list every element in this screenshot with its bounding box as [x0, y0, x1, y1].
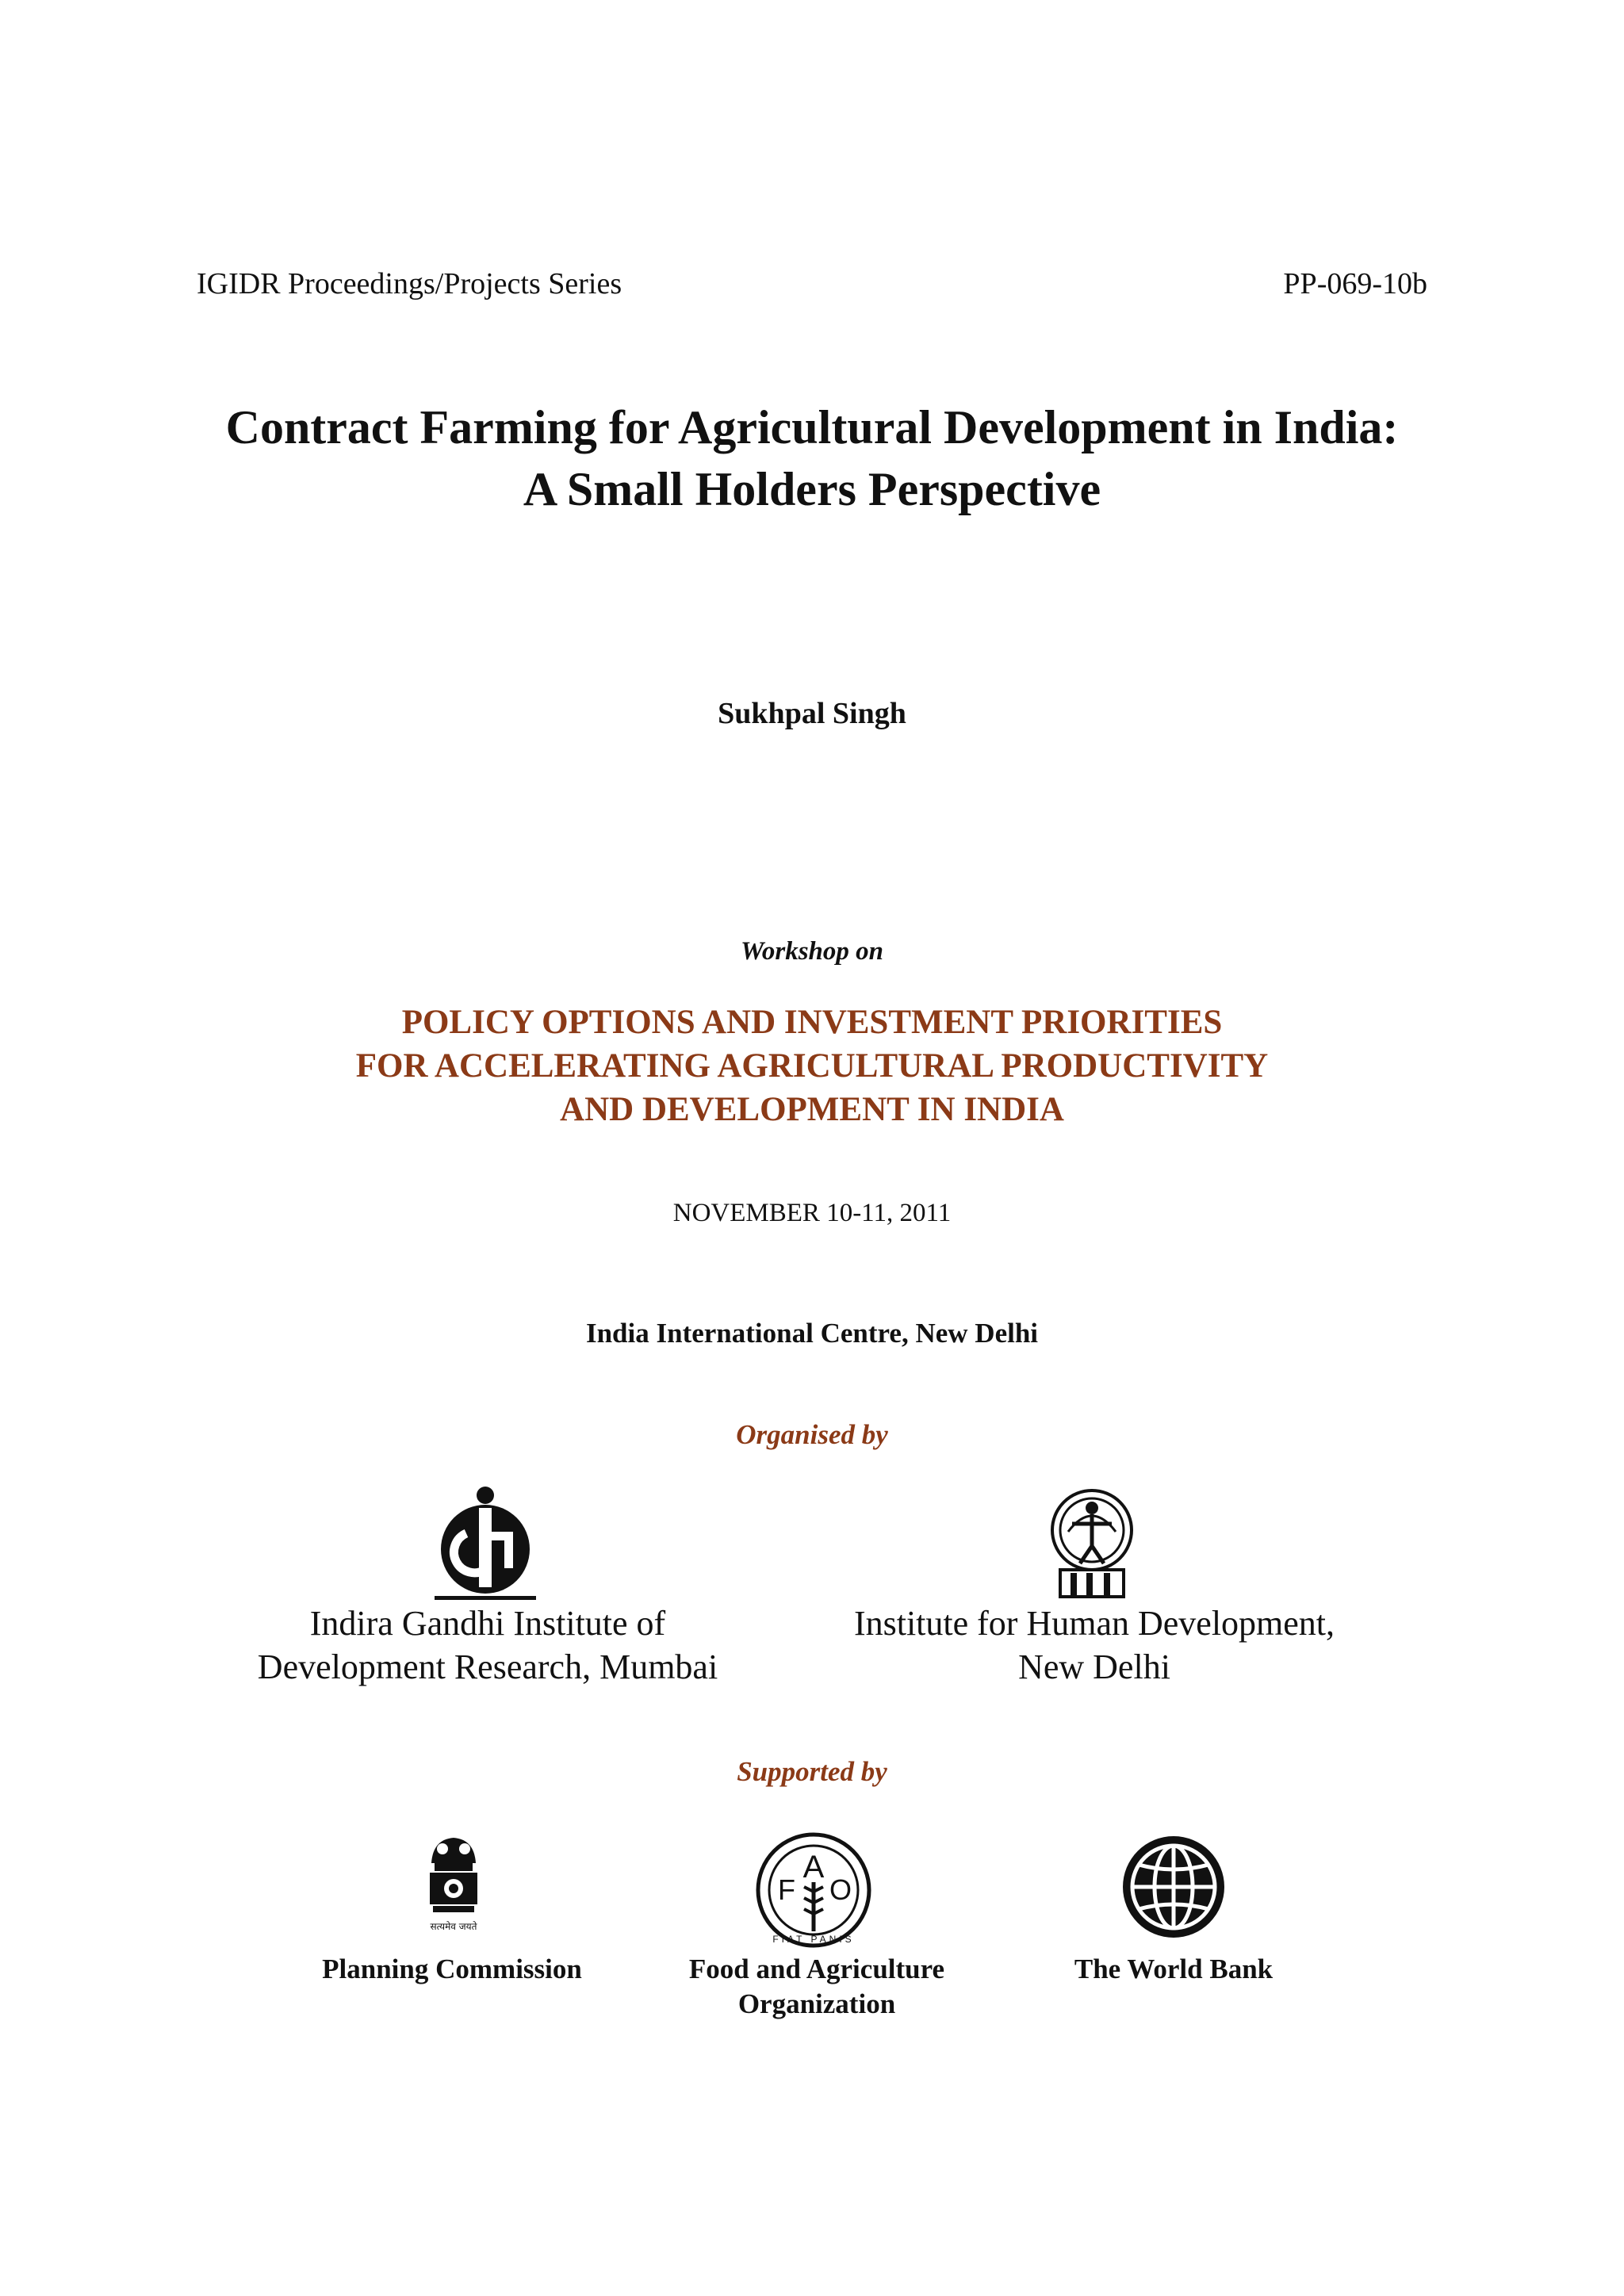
ihd-name: Institute for Human Development, New Delhi	[853, 1604, 1335, 1686]
india-emblem-icon	[420, 1831, 487, 1936]
title-line-1: Contract Farming for Agricultural Development in India:	[225, 401, 1399, 453]
svg-text:F: F	[778, 1873, 795, 1906]
workshop-date: NOVEMBER 10-11, 2011	[672, 1199, 952, 1227]
supported-by-heading: Supported by	[737, 1756, 887, 1787]
fao-motto: FIAT PANIS	[772, 1934, 855, 1945]
workshop-name-line: AND DEVELOPMENT IN INDIA	[560, 1091, 1064, 1128]
ihd-logo-icon	[1048, 1484, 1136, 1601]
igidr-name: Indira Gandhi Institute of Development Research, Mumbai	[257, 1604, 718, 1686]
workshop-intro: Workshop on	[740, 937, 884, 966]
world-bank-name: The World Bank	[1074, 1954, 1274, 1984]
fao-name: Food and Agriculture Organization	[688, 1954, 945, 2019]
workshop-name-line: POLICY OPTIONS AND INVESTMENT PRIORITIES	[401, 1004, 1223, 1041]
svg-text:A: A	[802, 1850, 825, 1885]
emblem-motto: सत्यमेव जयते	[430, 1921, 477, 1932]
workshop-name-line: FOR ACCELERATING AGRICULTURAL PRODUCTIVITY	[355, 1047, 1269, 1085]
paper-title	[0, 396, 1624, 520]
planning-commission-name: Planning Commission	[322, 1954, 582, 1984]
world-bank-logo-icon	[1120, 1833, 1228, 1941]
workshop-name	[0, 1001, 1624, 1131]
igidr-logo-icon	[435, 1484, 536, 1601]
title-line-2: A Small Holders Perspective	[523, 463, 1101, 515]
paper-code: PP-069-10b	[1283, 267, 1427, 300]
svg-text:O: O	[829, 1873, 852, 1906]
fao-logo-icon	[755, 1831, 872, 1949]
series-label: IGIDR Proceedings/Projects Series	[197, 267, 622, 300]
author-name: Sukhpal Singh	[718, 697, 906, 730]
organised-by-heading: Organised by	[736, 1419, 888, 1450]
workshop-venue: India International Centre, New Delhi	[585, 1318, 1039, 1349]
